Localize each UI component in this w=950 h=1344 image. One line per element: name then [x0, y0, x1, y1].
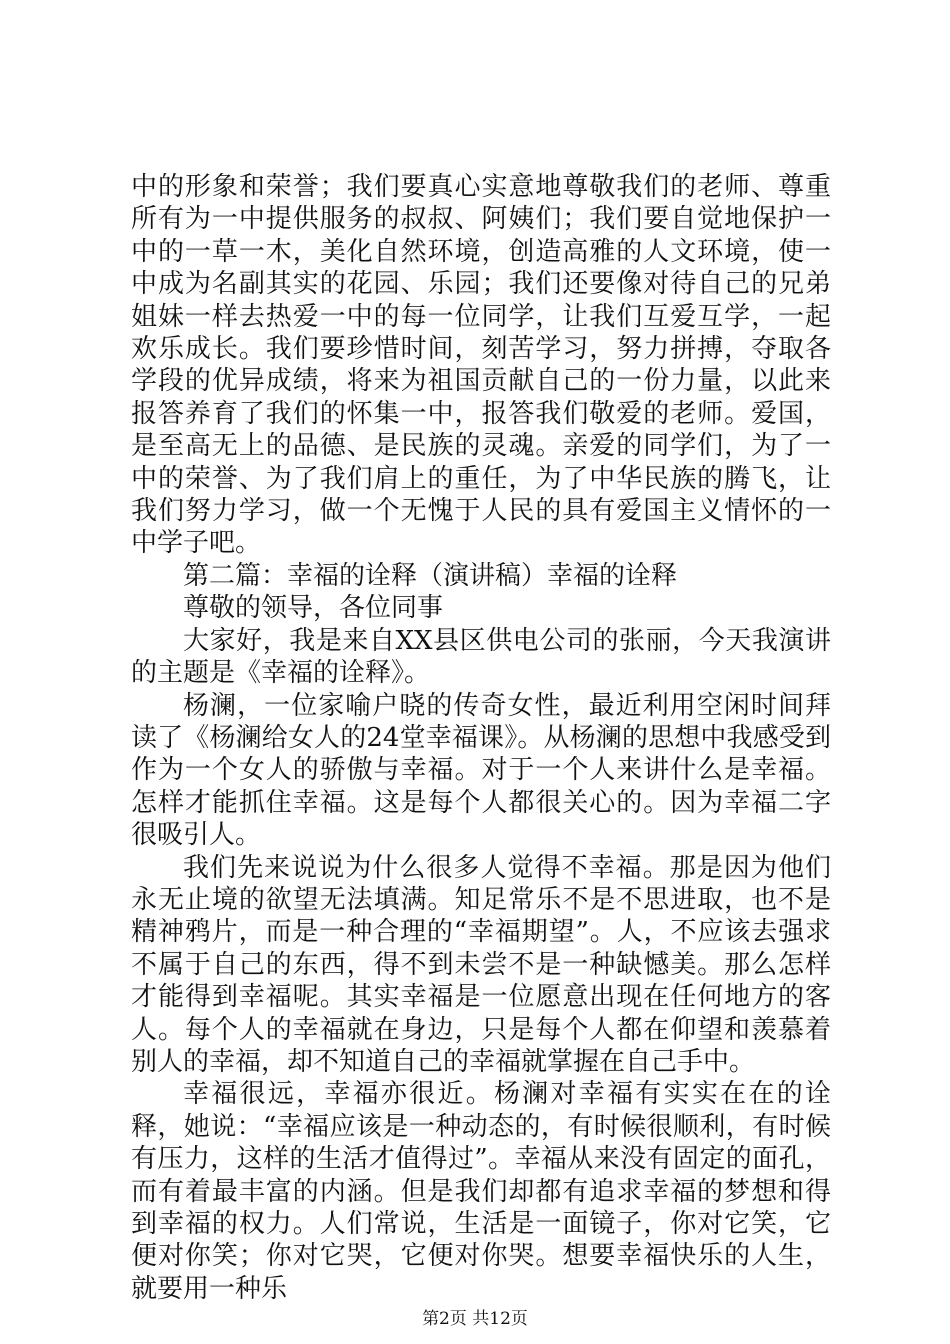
paragraph-continuation: 中的形象和荣誉；我们要真心实意地尊敬我们的老师、尊重所有为一中提供服务的叔叔、阿姨们；我们要自觉地保护一中的一草一木，美化自然环境，创造高雅的人文环境，使一中成为名副其实的花园、乐园；我们还要像对待自己的兄弟姐妹一样去热爱一中的每一位同学，让我们互爱互学，一起欢乐成长。我们要珍惜时间，刻苦学习，努力拼搏，夺取各学段的优异成绩，将来为祖国贡献自己的一份力量，以此来报答养育了我们的怀集一中，报答我们敬爱的老师。爱国，是至高无上的品德、是民族的灵魂。亲爱的同学们，为了一中的荣誉、为了我们肩上的重任，为了中华民族的腾飞，让我们努力学习，做一个无愧于人民的具有爱国主义情怀的一中学子吧。	[131, 172, 831, 559]
section-heading: 第二篇：幸福的诠释（演讲稿）幸福的诠释	[183, 560, 678, 591]
document-body	[131, 171, 831, 1305]
paragraph: 我们先来说说为什么很多人觉得不幸福。那是因为他们永无止境的欲望无法填满。知足常乐不是不思进取，也不是精神鸦片，而是一种合理的“幸福期望”。人，不应该去强求不属于自己的东西，得不到未尝不是一种缺憾美。那么怎样才能得到幸福呢。其实幸福是一位愿意出现在任何地方的客人。每个人的幸福就在身边，只是每个人都在仰望和羡慕着别人的幸福，却不知道自己的幸福就掌握在自己手中。	[131, 852, 831, 1077]
page-number: 第2页 共12页	[422, 1309, 528, 1329]
salutation: 尊敬的领导，各位同事	[183, 593, 444, 624]
paragraph: 大家好，我是来自XX县区供电公司的张丽，今天我演讲的主题是《幸福的诠释》。	[131, 625, 831, 689]
page-footer	[0, 1304, 950, 1329]
paragraph: 幸福很远，幸福亦很近。杨澜对幸福有实实在在的诠释，她说：“幸福应该是一种动态的，有时候很顺利，有时候有压力，这样的生活才值得过”。幸福从来没有固定的面孔，而有着最丰富的内涵。但是我们却都有追求幸福的梦想和得到幸福的权力。人们常说，生活是一面镜子，你对它笑，它便对你笑；你对它哭，它便对你哭。想要幸福快乐的人生，就要用一种乐	[131, 1079, 831, 1304]
paragraph: 杨澜，一位家喻户晓的传奇女性，最近利用空闲时间拜读了《杨澜给女人的24堂幸福课》。从杨澜的思想中我感受到作为一个女人的骄傲与幸福。对于一个人来讲什么是幸福。怎样才能抓住幸福。这是每个人都很关心的。因为幸福二字很吸引人。	[131, 690, 831, 851]
